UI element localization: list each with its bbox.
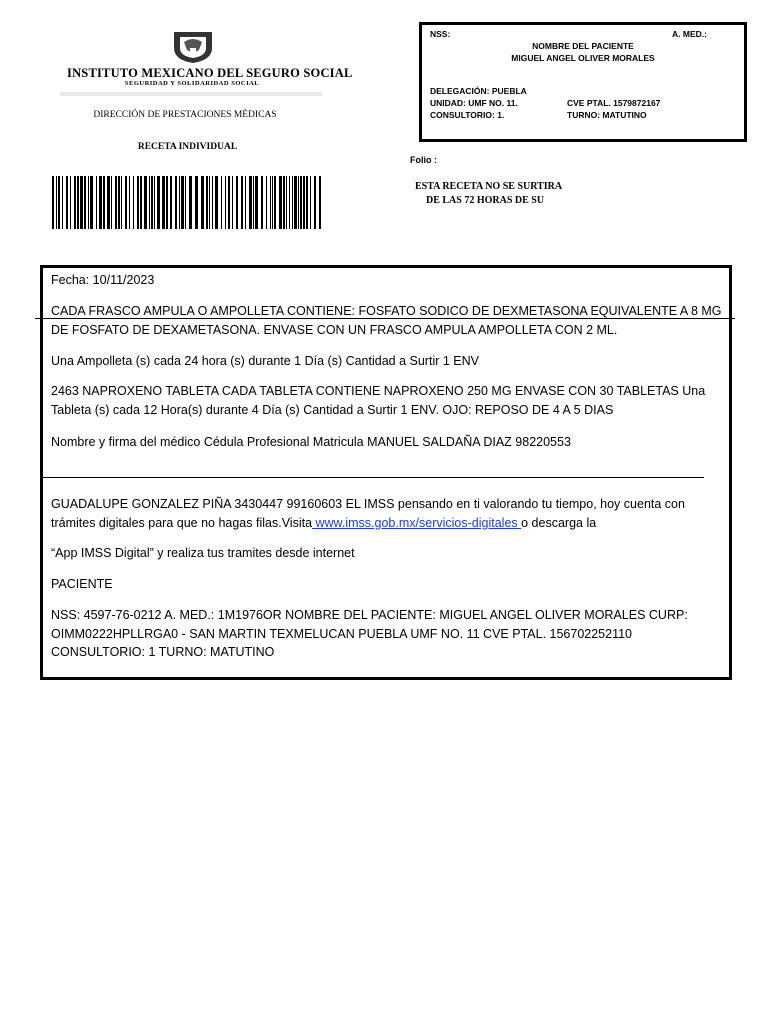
barcode-bar — [151, 176, 153, 229]
barcode-bar — [107, 176, 110, 229]
fecha: Fecha: 10/11/2023 — [51, 273, 155, 287]
barcode-bar — [215, 176, 218, 229]
document-type: RECETA INDIVIDUAL — [137, 142, 238, 152]
barcode-bar — [289, 176, 290, 229]
barcode-bar — [88, 176, 89, 229]
barcode-bar — [255, 176, 258, 229]
notice-text-end: o descarga la — [521, 515, 597, 530]
barcode-bar — [74, 176, 76, 229]
divider-line-1 — [35, 318, 735, 319]
barcode-bar — [189, 176, 192, 229]
patient-name: MIGUEL ANGEL OLIVER MORALES — [511, 53, 655, 63]
barcode-bar — [221, 176, 222, 229]
barcode-bar — [115, 176, 117, 229]
divider-line-2 — [42, 477, 704, 478]
barcode-bar — [137, 176, 139, 229]
barcode-bar — [279, 176, 282, 229]
barcode-bar — [84, 176, 86, 229]
barcode-bar — [225, 176, 226, 229]
barcode-bar — [90, 176, 93, 229]
barcode-bar — [232, 176, 233, 229]
barcode-bar — [286, 176, 287, 229]
barcode-bar — [77, 176, 79, 229]
barcode-bar — [319, 176, 321, 229]
barcode-bar — [175, 176, 177, 229]
barcode-bar — [144, 176, 147, 229]
turno: TURNO: MATUTINO — [567, 110, 647, 120]
barcode-bar — [70, 176, 71, 229]
barcode-bar — [166, 176, 168, 229]
barcode-bar — [103, 176, 105, 229]
barcode-bar — [261, 176, 263, 229]
barcode-bar — [58, 176, 60, 229]
barcode-bar — [300, 176, 302, 229]
paciente-label: PACIENTE — [51, 577, 113, 591]
barcode-bar — [56, 176, 57, 229]
barcode-bar — [118, 176, 120, 229]
prescription-box — [40, 265, 732, 680]
medication-2: 2463 NAPROXENO TABLETA CADA TABLETA CONTIENE NAPROXENO 250 MG ENVASE CON 30 TABLETAS Una Tableta (s) cada 12 Hora(s) durante 4 Día (s) Cantidad a Surtir 1 ENV. OJO: REPOSO DE 4 A 5 DIAS — [51, 384, 706, 417]
barcode-bar — [236, 176, 238, 229]
barcode-bar — [245, 176, 246, 229]
barcode-bar — [314, 176, 316, 229]
barcode-bar — [303, 176, 305, 229]
barcode — [52, 176, 324, 229]
barcode-bar — [241, 176, 243, 229]
nss-label: NSS: — [430, 29, 451, 39]
barcode-bar — [306, 176, 308, 229]
direccion-label: DIRECCIÓN DE PRESTACIONES MÉDICAS — [93, 110, 277, 120]
institution-subtitle: SEGURIDAD Y SOLIDARIDAD SOCIAL — [124, 80, 260, 87]
barcode-bar — [274, 176, 276, 229]
barcode-bar — [212, 176, 213, 229]
warning-line-1: ESTA RECETA NO SE SURTIRA — [415, 181, 563, 192]
imss-eagle-logo — [170, 28, 216, 64]
barcode-bar — [283, 176, 285, 229]
warning-line-2: DE LAS 72 HORAS DE SU — [426, 195, 545, 206]
barcode-bar — [140, 176, 142, 229]
barcode-bar — [209, 176, 210, 229]
barcode-bar — [206, 176, 208, 229]
barcode-bar — [62, 176, 63, 229]
cve-ptal: CVE PTAL. 1579872167 — [567, 98, 661, 108]
barcode-bar — [170, 176, 172, 229]
barcode-bar — [253, 176, 254, 229]
barcode-bar — [125, 176, 127, 229]
barcode-bar — [249, 176, 252, 229]
barcode-bar — [270, 176, 271, 229]
barcode-bar — [52, 176, 54, 229]
barcode-bar — [195, 176, 198, 229]
notice-text: GUADALUPE GONZALEZ PIÑA 3430447 99160603 EL IMSS pensando en ti valorando tu tiempo, hoy cuenta con trámites digitales para que no hagas filas.Visita — [51, 497, 685, 530]
consultorio: CONSULTORIO: 1. — [430, 110, 505, 120]
logo-divider — [60, 92, 322, 96]
folio-label: Folio : — [410, 155, 437, 165]
barcode-bar — [133, 176, 134, 229]
barcode-bar — [162, 176, 165, 229]
barcode-bar — [272, 176, 273, 229]
barcode-bar — [66, 176, 68, 229]
barcode-bar — [228, 176, 230, 229]
barcode-bar — [181, 176, 184, 229]
barcode-bar — [121, 176, 122, 229]
barcode-bar — [80, 176, 83, 229]
medication-1-dosage: Una Ampolleta (s) cada 24 hora (s) durante 1 Día (s) Cantidad a Surtir 1 ENV — [51, 354, 479, 368]
doctor-signature-line: Nombre y firma del médico Cédula Profesional Matricula MANUEL SALDAÑA DIAZ 98220553 — [51, 435, 571, 449]
barcode-bar — [179, 176, 180, 229]
barcode-bar — [292, 176, 293, 229]
patient-name-label: NOMBRE DEL PACIENTE — [532, 41, 634, 51]
patient-details: NSS: 4597-76-0212 A. MED.: 1M1976OR NOMBRE DEL PACIENTE: MIGUEL ANGEL OLIVER MORALES CURP: OIMM0222HPLLRGA0 - SAN MARTIN TEXMELUCAN PUEBLA UMF NO. 11 CVE PTAL. 156702252110 CONSULTORIO: 1 TURNO: MATUTINO — [51, 608, 688, 659]
amed-label: A. MED.: — [672, 29, 707, 39]
barcode-bar — [157, 176, 160, 229]
barcode-bar — [266, 176, 267, 229]
delegacion: DELEGACIÓN: PUEBLA — [430, 86, 527, 96]
institution-name: INSTITUTO MEXICANO DEL SEGURO SOCIAL — [67, 66, 353, 80]
barcode-bar — [294, 176, 297, 229]
app-imss-digital-line: “App IMSS Digital” y realiza tus tramites desde internet — [51, 546, 355, 560]
medication-1-description: CADA FRASCO AMPULA O AMPOLLETA CONTIENE: FOSFATO SODICO DE DEXMETASONA EQUIVALENTE A 8 MG DE FOSFATO DE DEXAMETASONA. ENVASE CON UN FRASCO AMPULA AMPOLLETA CON 2 ML. — [51, 304, 722, 337]
barcode-bar — [111, 176, 112, 229]
barcode-bar — [201, 176, 204, 229]
imss-digital-services-link[interactable]: www.imss.gob.mx/servicios-digitales — [312, 515, 522, 530]
barcode-bar — [96, 176, 97, 229]
barcode-bar — [129, 176, 130, 229]
validity-warning — [415, 180, 562, 207]
barcode-bar — [99, 176, 102, 229]
digital-services-notice — [51, 495, 723, 532]
barcode-bar — [310, 176, 311, 229]
barcode-bar — [298, 176, 299, 229]
barcode-bar — [149, 176, 150, 229]
unidad: UNIDAD: UMF NO. 11. — [430, 98, 518, 108]
barcode-bar — [185, 176, 186, 229]
barcode-bar — [154, 176, 155, 229]
patient-header-box — [419, 22, 747, 142]
